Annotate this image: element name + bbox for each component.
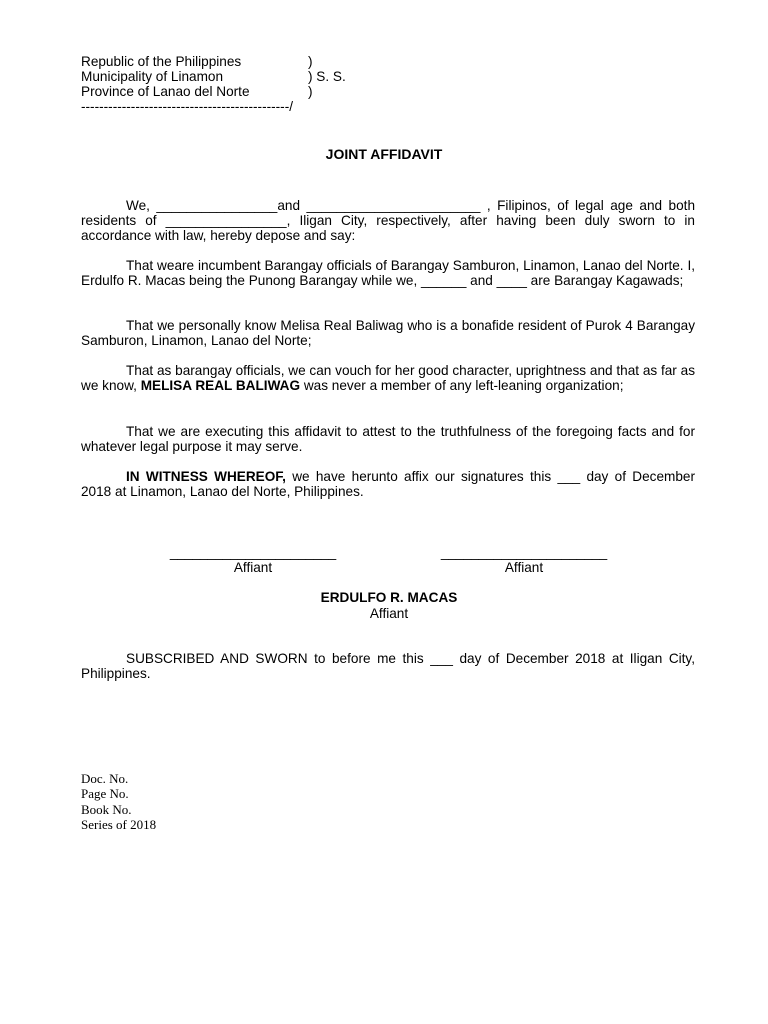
venue-place: Province of Lanao del Norte [81,84,250,99]
paragraph-character-text: was never a member of any left-leaning organization; [303,378,624,394]
venue-bracket: ) [308,54,313,69]
venue-rule: ----------------------------------------------/ [81,99,294,114]
document-title: JOINT AFFIDAVIT [325,146,443,162]
paragraph-affiants: We, ________________and _______________________ , Filipinos, of legal age and both residents of ________________, Iligan City, respectively, after having been duly sworn to in accordance with law, hereby depose and say: [81,198,695,244]
venue-row-province [81,84,381,99]
paragraph-character [81,363,695,393]
signature-block-left [153,545,353,575]
signature-line: ______________________ [169,545,337,560]
venue-bracket: ) S. S. [308,69,346,84]
signature-block-right [424,545,624,575]
venue-row-municipality [81,69,381,84]
paragraph-purpose: That we are executing this affidavit to attest to the truthfulness of the foregoing facts and for whatever legal purpose it may serve. [81,424,695,455]
paragraph-witness-text: we have herunto affix our signatures this ___ day of December 2018 at Linamon, Lanao del Norte, Philippines. [81,469,695,500]
signatory-caption: Affiant [369,606,409,621]
paragraph-witness [81,469,695,499]
signature-caption: Affiant [504,560,544,576]
signature-caption: Affiant [233,560,273,576]
venue-place: Municipality of Linamon [81,69,224,84]
venue-row-republic [81,54,381,69]
signatory-name: ERDULFO R. MACAS [320,590,458,605]
signature-line: ______________________ [440,545,608,560]
doc-number: Doc. No. [81,771,129,786]
paragraph-officials: That weare incumbent Barangay officials of Barangay Samburon, Linamon, Lanao del Norte. I, Erdulfo R. Macas being the Punong Barangay while we, ______ and ____ are Barangay Kagawads; [81,258,695,289]
paragraph-jurat: SUBSCRIBED AND SWORN to before me this ___ day of December 2018 at Iligan City, Philippines. [81,651,695,682]
page-number: Page No. [81,786,129,802]
witness-heading: IN WITNESS WHEREOF, [126,469,286,484]
venue-place: Republic of the Philippines [81,54,242,69]
notarial-register [81,771,156,832]
paragraph-character-text: That as barangay officials, we can vouch for her good character, uprightness and that as far as we know, [81,363,695,394]
paragraph-resident: That we personally know Melisa Real Baliwag who is a bonafide resident of Purok 4 Barangay Samburon, Linamon, Lanao del Norte; [81,318,695,349]
venue-bracket: ) [308,84,313,99]
book-number: Book No. [81,801,132,817]
subject-name: MELISA REAL BALIWAG [140,378,301,394]
venue-block [81,54,381,114]
series-year: Series of 2018 [81,816,157,832]
